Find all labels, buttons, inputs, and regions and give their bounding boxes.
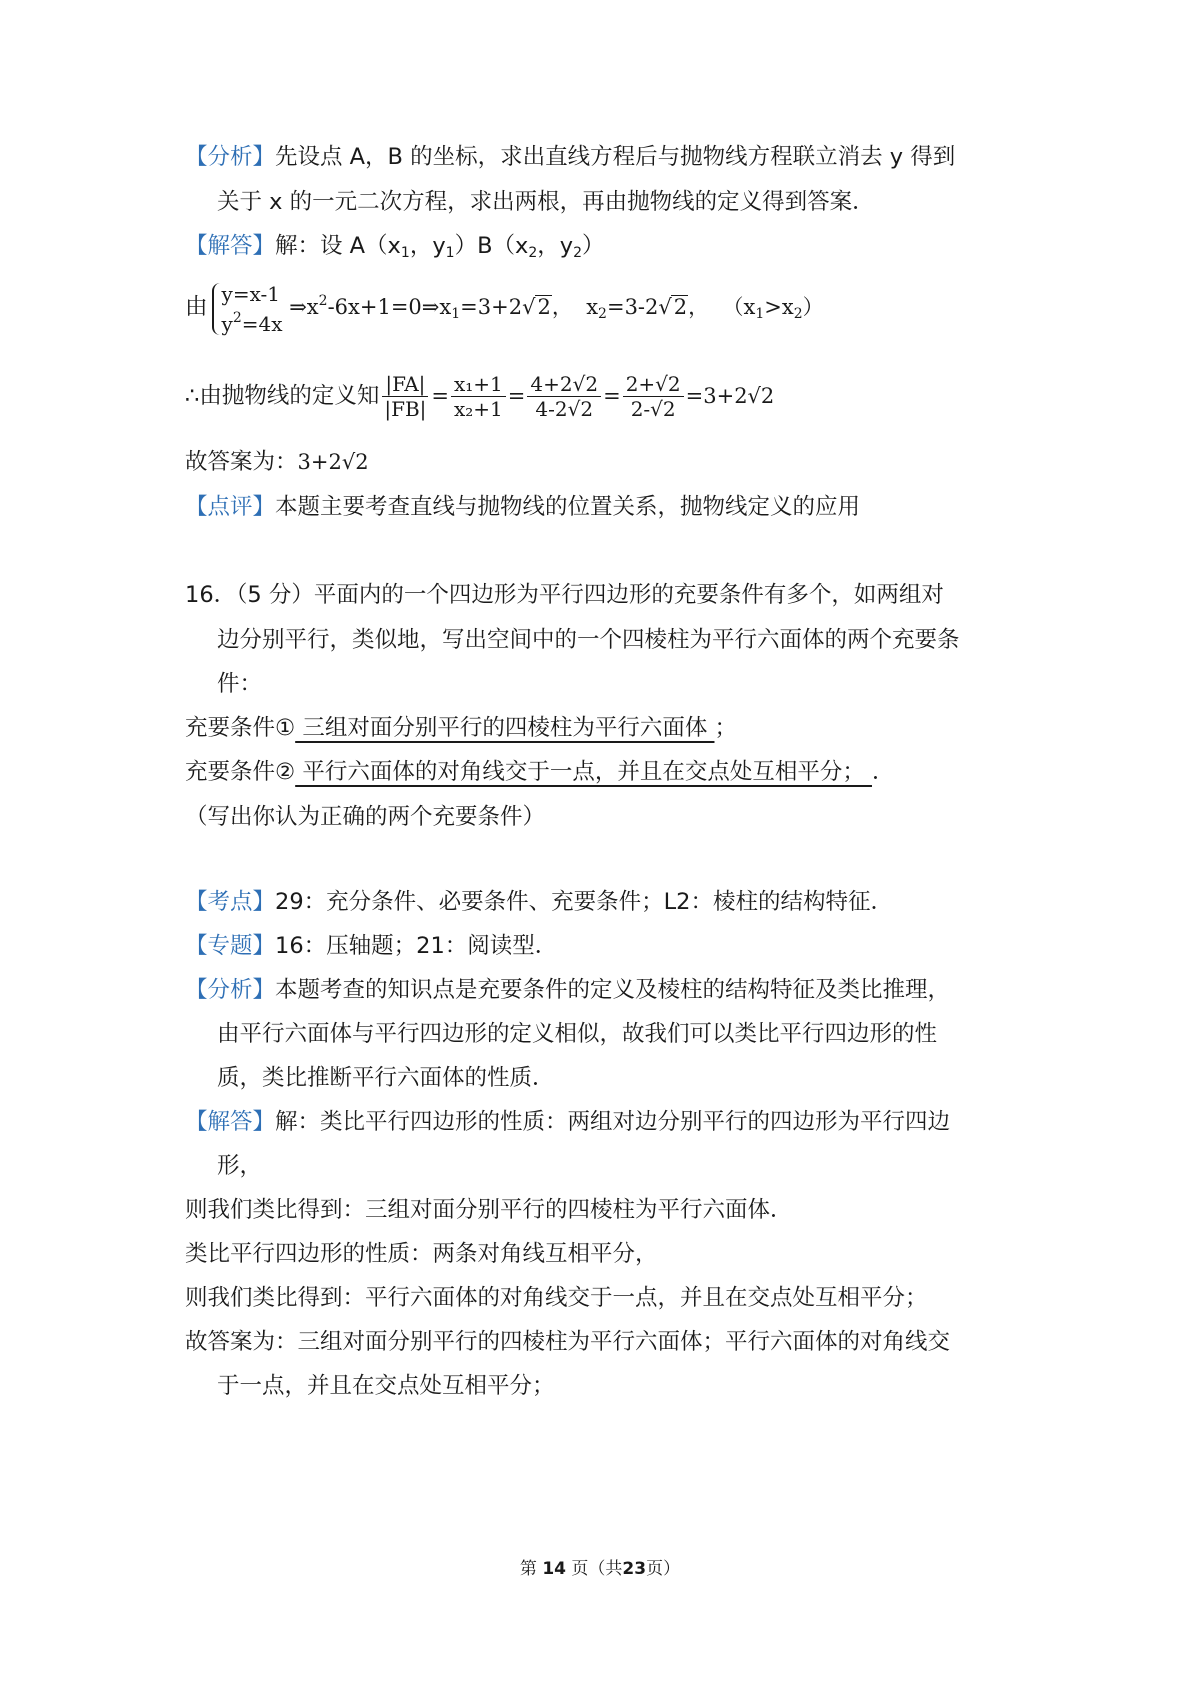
q16-solution-line2: 形，	[217, 1153, 263, 1179]
equation-system: y=x-1 $y^2=4x$	[212, 279, 283, 339]
q16-condition1-answer: 三组对面分别平行的四棱柱为平行六面体	[295, 715, 715, 741]
comment-tag: 【点评】	[185, 494, 276, 520]
page-number: 14	[542, 1559, 566, 1579]
solution-tag: 【解答】	[185, 233, 276, 259]
analysis-tag: 【分析】	[185, 977, 276, 1003]
p15-solution-intro: 【解答】解：设 $A(x_1$，$y_1)B(x_2$，$y_2$）	[185, 233, 605, 261]
q16-zhuanti: 【专题】16：压轴题；21：阅读型．	[185, 933, 558, 959]
q16-analysis-line3: 质，类比推断平行六面体的性质．	[217, 1065, 555, 1091]
q16-solution-line1: 【解答】解：类比平行四边形的性质：两组对边分别平行的四边形为平行四边	[185, 1109, 951, 1135]
q16-stem-line3: 件：	[217, 671, 263, 697]
p15-analysis-line2: 关于 x 的一元二次方程，求出两根，再由抛物线的定义得到答案．	[217, 189, 875, 215]
q16-solution-line3: 则我们类比得到：三组对面分别平行的四棱柱为平行六面体．	[185, 1197, 793, 1223]
q16-condition2: 充要条件② 平行六面体的对角线交于一点，并且在交点处互相平分； ．	[185, 759, 895, 785]
q16-stem-line1: 16．（5 分）平面内的一个四边形为平行四边形的充要条件有多个，如两组对	[185, 582, 944, 608]
q16-note: （写出你认为正确的两个充要条件）	[185, 804, 546, 830]
p15-answer: 3+2√2	[297, 450, 369, 474]
fraction-2: $\frac{2+√2}{2-√2}$	[623, 372, 684, 421]
p15-ratio-line: ∴由抛物线的定义知 $\frac{|FA|}{|FB|}$ = $\frac{\text{x₁+1}}{\text{x₂+1}}$ = $\frac{4+2√2}{4-2√2}$ = $\frac{2+√2}{2-√2}$ =3+2√2	[185, 372, 775, 421]
q16-condition2-answer: 平行六面体的对角线交于一点，并且在交点处互相平分；	[295, 759, 872, 785]
q16-solution-line7: 于一点，并且在交点处互相平分；	[217, 1373, 555, 1399]
fraction-4: $\frac{4+2√2}{4-2√2}$	[527, 372, 601, 421]
page-total: 23	[622, 1559, 647, 1579]
q16-condition1: 充要条件① 三组对面分别平行的四棱柱为平行六面体 ；	[185, 715, 737, 741]
q16-analysis-line2: 由平行六面体与平行四边形的定义相似，故我们可以类比平行四边形的性	[217, 1021, 938, 1047]
q16-kaodian: 【考点】29：充分条件、必要条件、充要条件；L2：棱柱的结构特征．	[185, 889, 893, 915]
fraction-x1-x2: $\frac{\text{x₁+1}}{\text{x₂+1}}$	[451, 372, 506, 421]
q16-stem-line2: 边分别平行，类似地，写出空间中的一个四棱柱为平行六面体的两个充要条	[217, 627, 960, 653]
solution-tag: 【解答】	[185, 1109, 276, 1135]
p15-comment-line: 【点评】本题主要考查直线与抛物线的位置关系，抛物线定义的应用	[185, 494, 861, 520]
p15-analysis-text1: 先设点 A，B 的坐标，求出直线方程后与抛物线方程联立消去 y 得到	[275, 144, 956, 170]
q16-solution-line6: 故答案为：三组对面分别平行的四棱柱为平行六面体；平行六面体的对角线交	[185, 1329, 951, 1355]
p15-analysis-line1	[185, 135, 1025, 179]
p15-system-line: 由 y=x-1 $y^2=4x$ $\Rightarrow x^2-6x+1=0\Rightarrow x_1=3+2√$ 2， $x_2=3-2√$ 2， $(x_1>x_2)$	[185, 272, 1025, 342]
q16-solution-line4: 类比平行四边形的性质：两条对角线互相平分，	[185, 1241, 658, 1267]
fraction-fa-fb: $\frac{|FA|}{|FB|}$	[384, 372, 427, 421]
q16-solution-line5: 则我们类比得到：平行六面体的对角线交于一点，并且在交点处互相平分；	[185, 1285, 928, 1311]
p15-answer-line: 故答案为：3+2√2	[185, 449, 369, 475]
page-footer: 第 14 页（共23页）	[519, 1559, 681, 1579]
q16-analysis-line1: 【分析】本题考查的知识点是充要条件的定义及棱柱的结构特征及类比推理，	[185, 977, 951, 1003]
kaodian-tag: 【考点】	[185, 889, 276, 915]
analysis-tag: 【分析】	[185, 144, 276, 170]
zhuanti-tag: 【专题】	[185, 933, 276, 959]
